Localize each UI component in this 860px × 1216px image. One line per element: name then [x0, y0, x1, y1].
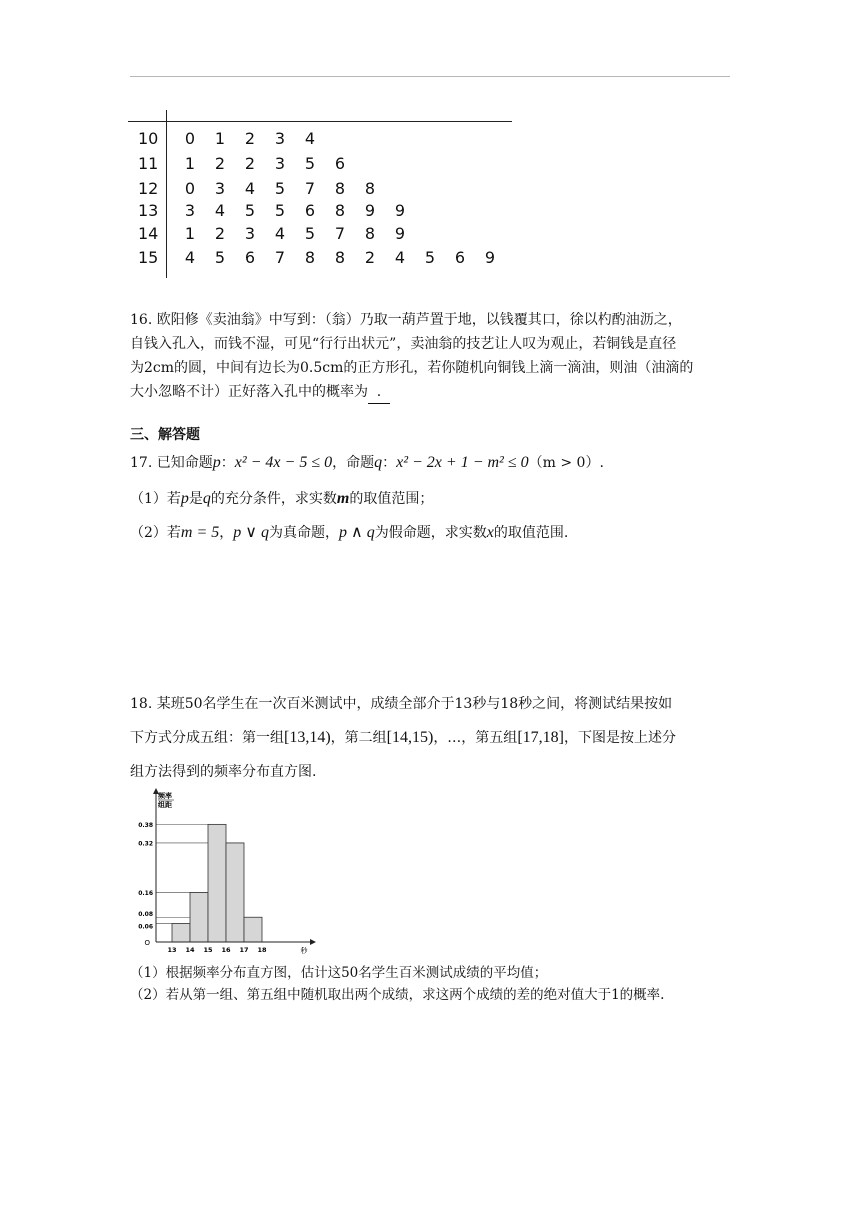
leaf-value: 8	[364, 224, 376, 243]
stem-value: 10	[138, 129, 159, 148]
leaf-value: 0	[184, 179, 196, 198]
q18-line1: 18. 某班50名学生在一次百米测试中，成绩全部介于13秒与18秒之间，将测试结果按如	[130, 696, 673, 712]
q18-group5: [17,18]	[517, 729, 564, 746]
histogram-bar	[172, 923, 190, 942]
leaf-value: 9	[484, 248, 496, 267]
histogram-bar	[244, 917, 262, 942]
q17-p2-a: （2）若	[130, 525, 181, 541]
q17-p2-or: p ∨ q	[233, 524, 269, 541]
leaf-value: 6	[244, 248, 256, 267]
q17-p1-a: （1）若	[130, 491, 181, 507]
histogram-bar	[190, 892, 208, 942]
leaf-value: 8	[334, 179, 346, 198]
q17-cond: （m > 0）.	[528, 455, 604, 471]
leaf-value: 2	[214, 154, 226, 173]
leaf-value: 8	[304, 248, 316, 267]
leaf-value: 7	[304, 179, 316, 198]
leaf-value: 3	[184, 201, 196, 220]
stem-value: 12	[138, 179, 159, 198]
q17-p1-p: p	[180, 490, 189, 507]
leaf-value: 3	[244, 224, 256, 243]
leaf-value: 0	[184, 129, 196, 148]
leaf-value: 5	[274, 179, 286, 198]
stem-leaf-plot	[128, 110, 512, 280]
q17-part1	[130, 488, 433, 510]
y-tick-label: 0.08	[138, 911, 153, 919]
q18-line3: 组方法得到的频率分布直方图.	[130, 764, 317, 780]
leaf-value: 9	[394, 201, 406, 220]
q18-l2-b: ，第二组	[330, 730, 387, 746]
stem-header-line	[128, 121, 512, 122]
leaf-value: 3	[274, 129, 286, 148]
leaf-value: 5	[244, 201, 256, 220]
q18-group1: [13,14)	[284, 729, 331, 746]
leaf-value: 9	[394, 224, 406, 243]
leaf-value: 4	[304, 129, 316, 148]
leaf-value: 5	[274, 201, 286, 220]
header-rule	[130, 76, 730, 77]
x-tick-label: 13	[167, 946, 177, 954]
q18-l2-c: ，…，第五组	[433, 730, 518, 746]
leaf-value: 2	[364, 248, 376, 267]
ylabel-bottom: 组距	[158, 801, 172, 809]
histogram-bar	[226, 843, 244, 942]
q17-ineq-q: x² − 2x + 1 − m² ≤ 0	[396, 454, 529, 471]
y-tick-label: 0.32	[138, 840, 153, 848]
q16-line3: 为2cm的圆，中间有边长为0.5cm的正方形孔，若你随机向铜钱上滴一滴油，则油（油滴的	[130, 360, 694, 376]
x-tick-label: 15	[203, 946, 213, 954]
leaf-value: 6	[334, 154, 346, 173]
q17-p2-e: 的取值范围.	[493, 525, 569, 541]
leaf-value: 2	[214, 224, 226, 243]
q17-ineq-p: x² − 4x − 5 ≤ 0	[234, 454, 333, 471]
leaf-value: 5	[304, 224, 316, 243]
q17-p2-c: 为真命题，	[269, 525, 339, 541]
q17-q: q	[374, 454, 383, 471]
leaf-value: 8	[334, 248, 346, 267]
q17-p1-d: 的取值范围；	[349, 491, 434, 507]
q17-p2-d: 为假命题，求实数	[374, 525, 487, 541]
q17-p: p	[212, 454, 221, 471]
leaf-value: 2	[244, 129, 256, 148]
leaf-value: 5	[214, 248, 226, 267]
q17-p2-b: ，	[219, 525, 234, 541]
q18-l2-d: ，下图是按上述分	[563, 730, 676, 746]
q17-pre: 17. 已知命题	[130, 455, 213, 471]
y-tick-label: 0.16	[138, 889, 153, 897]
stem-value: 15	[138, 248, 159, 267]
q17-p1-b: 是	[188, 491, 203, 507]
q16-line2: 自钱入孔入，而钱不湿，可见“行行出状元”，卖油翁的技艺让人叹为观止，若铜钱是直径	[130, 336, 677, 352]
q18-line2	[130, 727, 676, 749]
leaf-value: 4	[214, 201, 226, 220]
leaf-value: 1	[214, 129, 226, 148]
q18-part1: （1）根据频率分布直方图，估计这50名学生百米测试成绩的平均值；	[130, 965, 548, 981]
leaf-value: 9	[364, 201, 376, 220]
q17-p2-x: x	[486, 524, 494, 541]
stem-value: 14	[138, 224, 159, 243]
q17-p2-m: m = 5	[180, 524, 220, 541]
x-tick-label: 14	[185, 946, 195, 954]
q17-part2	[130, 522, 568, 544]
leaf-value: 4	[394, 248, 406, 267]
leaf-value: 6	[454, 248, 466, 267]
x-tick-label: 16	[221, 946, 231, 954]
leaf-value: 4	[274, 224, 286, 243]
answer-blank: .	[368, 381, 390, 404]
q17-p1-q: q	[202, 490, 211, 507]
leaf-value: 1	[184, 224, 196, 243]
xlabel: 秒	[300, 947, 308, 955]
stem-value: 13	[138, 201, 159, 220]
stem-value: 11	[138, 154, 159, 173]
ylabel-top: 频率	[158, 792, 172, 800]
section-title: 三、解答题	[130, 427, 200, 443]
leaf-value: 1	[184, 154, 196, 173]
q16-line4-text: 大小忽略不计）正好落入孔中的概率为	[130, 384, 368, 400]
frequency-histogram	[128, 786, 328, 958]
leaf-value: 3	[214, 179, 226, 198]
leaf-value: 7	[274, 248, 286, 267]
q18-group2: [14,15)	[386, 729, 434, 746]
q17-p1-c: 的充分条件，求实数	[210, 491, 337, 507]
q17-p1-m: m	[336, 490, 350, 507]
q17-colon1: ：	[220, 455, 235, 471]
leaf-value: 6	[304, 201, 316, 220]
leaf-value: 7	[334, 224, 346, 243]
q17-p2-and: p ∧ q	[339, 524, 375, 541]
x-tick-label: 17	[239, 946, 249, 954]
q17-stem	[130, 452, 604, 474]
leaf-value: 5	[424, 248, 436, 267]
x-tick-label: 18	[257, 946, 267, 954]
q18-l2-a: 下方式分成五组：第一组	[130, 730, 284, 746]
q17-mid: ，命题	[332, 455, 375, 471]
y-tick-label: 0.06	[138, 923, 153, 931]
stem-divider	[166, 110, 167, 278]
leaf-value: 2	[244, 154, 256, 173]
histogram-bar	[208, 824, 226, 942]
leaf-value: 4	[184, 248, 196, 267]
leaf-value: 3	[274, 154, 286, 173]
q16-line1: 16. 欧阳修《卖油翁》中写到：（翁）乃取一葫芦置于地，以钱覆其口，徐以杓酌油沥之，	[130, 312, 682, 328]
q17-colon2: ：	[382, 455, 397, 471]
x-axis-arrow	[310, 939, 316, 945]
leaf-value: 8	[364, 179, 376, 198]
leaf-value: 8	[334, 201, 346, 220]
leaf-value: 5	[304, 154, 316, 173]
leaf-value: 4	[244, 179, 256, 198]
q16-line4	[130, 381, 390, 404]
y-tick-label: 0.38	[138, 821, 153, 829]
origin-label: O	[144, 939, 150, 947]
q18-part2: （2）若从第一组、第五组中随机取出两个成绩，求这两个成绩的差的绝对值大于1的概率.	[130, 987, 665, 1003]
